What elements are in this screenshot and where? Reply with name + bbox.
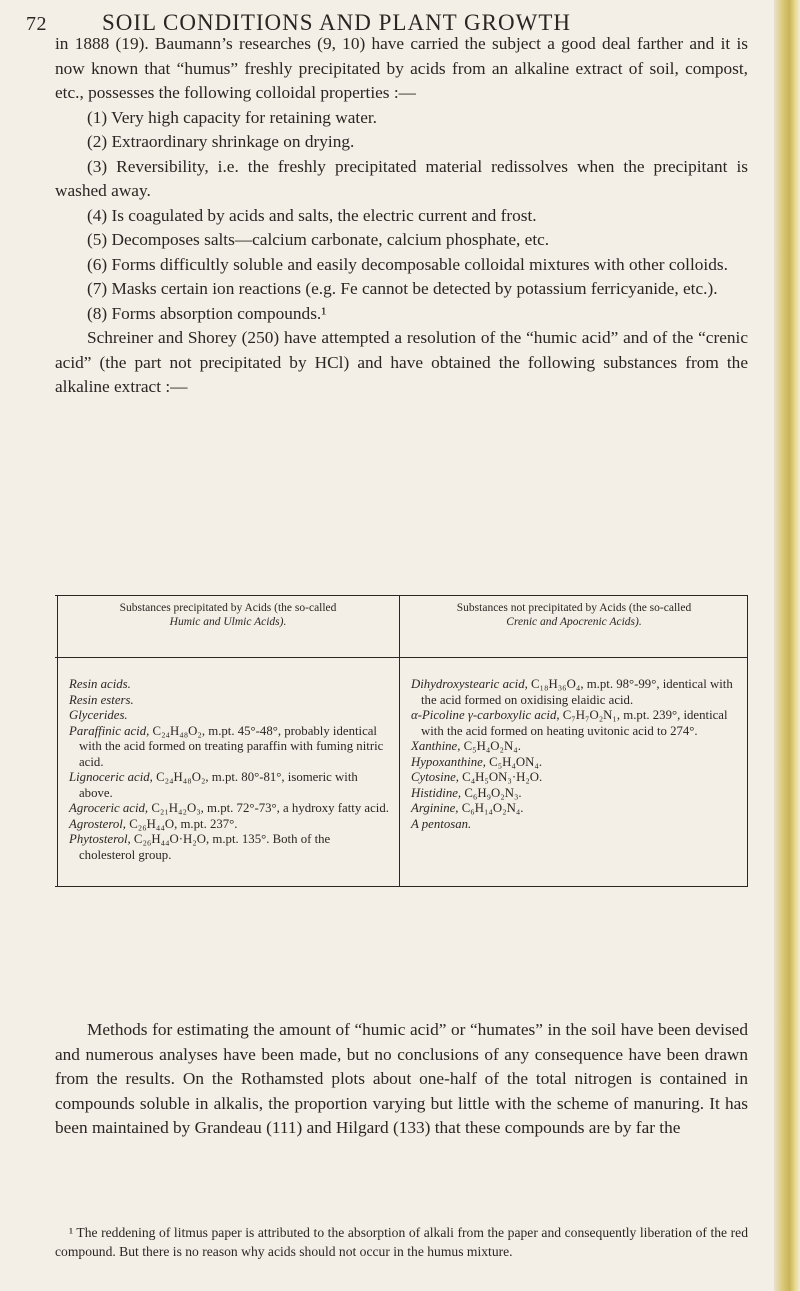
right-entry: Xanthine, C₅H₄O₂N₄. xyxy=(411,739,521,753)
right-header-line: Substances not precipitated by Acids (the so-called xyxy=(456,602,692,614)
property-item: (7) Masks certain ion reactions (e.g. Fe cannot be detected by potassium ferricyanide, etc.). xyxy=(87,279,718,298)
footnote xyxy=(55,1223,748,1261)
right-entry: Histidine, C₆H₉O₂N₃. xyxy=(411,785,522,800)
intro-paragraph: in 1888 (19). Baumann’s researches (9, 10) have carried the subject a good deal farther and it is now known that “humus” freshly precipitated by acids from an alkaline extract of soil, compost, etc., possesses the following colloidal properties :— xyxy=(55,34,748,102)
property-item: (8) Forms absorption compounds.¹ xyxy=(87,303,327,323)
table-divider-rule xyxy=(399,595,400,887)
left-column-header xyxy=(63,601,393,641)
left-entry: Glycerides. xyxy=(69,708,128,722)
left-entry: Agroceric acid, C₂₁H₄₂O₃, m.pt. 72°-73°, a hydroxy fatty acid. xyxy=(69,801,389,815)
right-column xyxy=(411,677,733,832)
property-item: (2) Extraordinary shrinkage on drying. xyxy=(87,132,355,151)
left-header-line: Humic and Ulmic Acids). xyxy=(169,616,287,628)
left-entry: Paraffinic acid, C₂₄H₄₈O₂, m.pt. 45°-48°, probably identical with the acid formed on treating paraffin with fuming nitric acid. xyxy=(69,723,384,769)
running-head: SOIL CONDITIONS AND PLANT GROWTH xyxy=(102,10,571,35)
left-header-line: Substances precipitated by Acids (the so-called xyxy=(119,602,337,614)
right-entry: Dihydroxystearic acid, C₁₈H₃₆O₄, m.pt. 98°-99°, identical with the acid formed on oxidising elaidic acid. xyxy=(411,677,733,707)
property-item: (6) Forms difficultly soluble and easily decomposable colloidal mixtures with other colloids. xyxy=(87,254,728,274)
table-right-rule xyxy=(747,595,748,887)
methods-section xyxy=(55,1018,748,1141)
table-top-rule xyxy=(55,595,748,596)
property-item: (4) Is coagulated by acids and salts, the electric current and frost. xyxy=(87,205,537,225)
page-edge xyxy=(774,0,800,1291)
table-header-rule xyxy=(55,657,748,658)
property-item: (1) Very high capacity for retaining water. xyxy=(87,107,377,127)
right-entry: Arginine, C₆H₁₄O₂N₄. xyxy=(411,801,524,815)
table-bottom-rule xyxy=(55,886,748,887)
methods-paragraph: Methods for estimating the amount of “humic acid” or “humates” in the soil have been devised and numerous analyses have been made, but no conclusions of any consequence have been drawn from the results. On the Rothamsted plots about one-half of the total nitrogen is contained in compounds soluble in alkalis, the proportion varying but little with the scheme of manuring. It has been maintained by Grandeau (111) and Hilgard (133) that these compounds are by far the xyxy=(55,1020,748,1137)
property-item: (5) Decomposes salts—calcium carbonate, calcium phosphate, etc. xyxy=(87,230,550,249)
property-item: (3) Reversibility, i.e. the freshly precipitated material redissolves when the precipitant is washed away. xyxy=(55,156,748,200)
left-entry: Phytosterol, C₂₆H₄₄O·H₂O, m.pt. 135°. Both of the cholesterol group. xyxy=(69,832,331,862)
left-entry: Resin acids. xyxy=(69,677,131,691)
left-entry: Resin esters. xyxy=(69,692,134,707)
substances-table xyxy=(55,595,748,887)
right-entry: Hypoxanthine, C₅H₄ON₄. xyxy=(411,754,543,769)
right-entry: α-Picoline γ-carboxylic acid, C₇H₇O₂N₁, m.pt. 239°, identical with the acid formed on heating uvitonic acid to 274°. xyxy=(411,708,728,738)
right-header-line: Crenic and Apocrenic Acids). xyxy=(506,616,642,628)
table-left-rule xyxy=(57,595,58,887)
schreiner-paragraph: Schreiner and Shorey (250) have attempted a resolution of the “humic acid” and of the “crenic acid” (the part not precipitated by HCl) and have obtained the following substances from the alkaline extract :— xyxy=(55,328,748,396)
page-number: 72 xyxy=(26,13,47,35)
right-entry: A pentosan. xyxy=(411,816,472,831)
left-entry: Agrosterol, C₂₆H₄₄O, m.pt. 237°. xyxy=(69,816,238,831)
footnote-text: ¹ The reddening of litmus paper is attributed to the absorption of alkali from the paper and consequently liberation of the red compound. But there is no reason why acids should not occur in the humus mixture. xyxy=(55,1225,748,1259)
left-entry: Lignoceric acid, C₂₄H₄₈O₂, m.pt. 80°-81°, isomeric with above. xyxy=(69,770,358,800)
right-column-header xyxy=(407,601,741,641)
left-column xyxy=(69,677,389,863)
right-entry: Cytosine, C₄H₅ON₃·H₂O. xyxy=(411,770,543,784)
intro-section xyxy=(55,32,748,400)
